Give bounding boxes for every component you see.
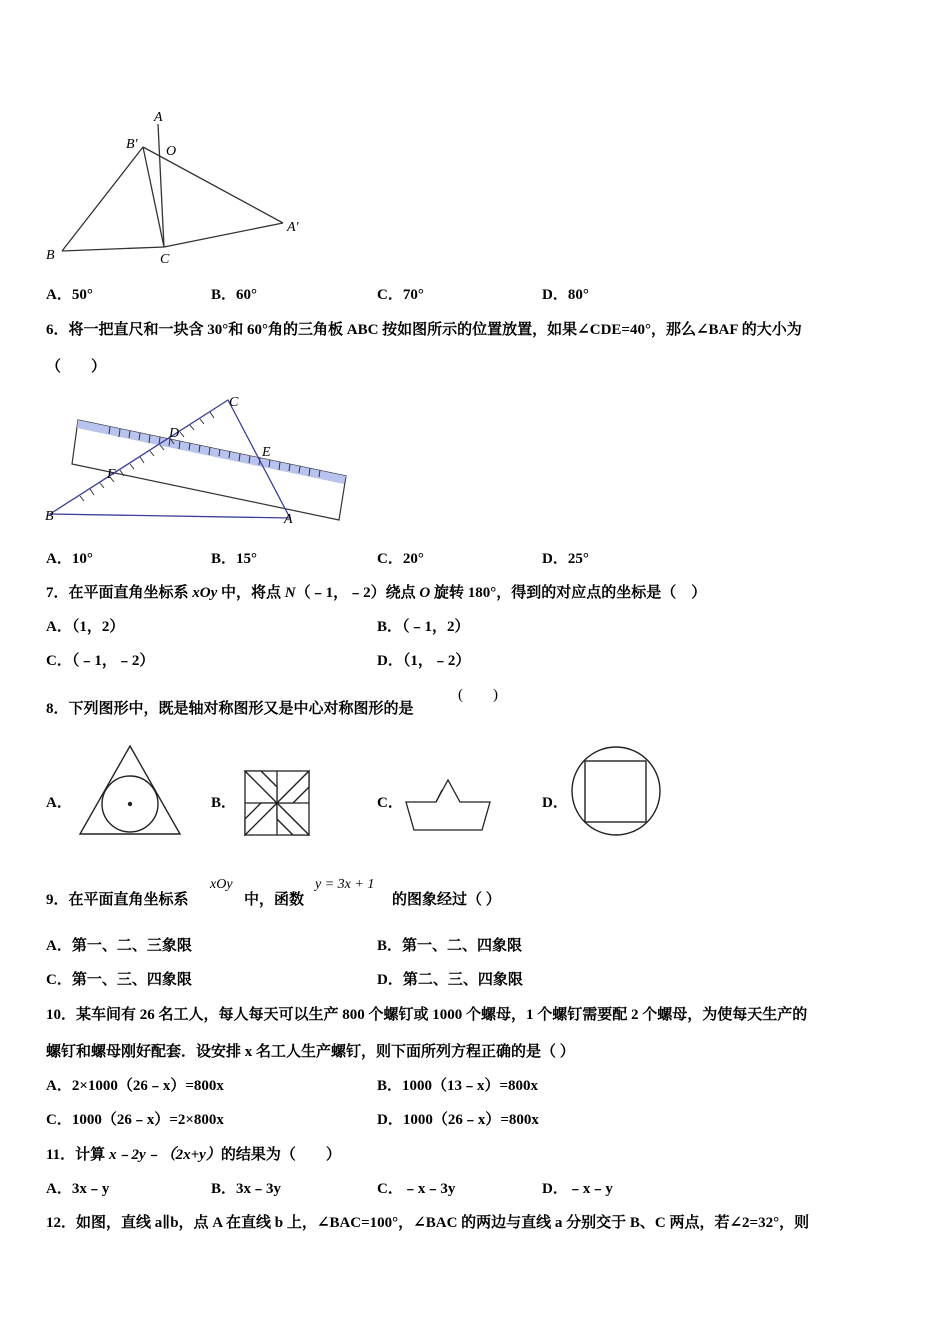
q7-option-a[interactable]: A．（1，2） (46, 619, 125, 635)
q5-option-c[interactable]: C．70° (377, 287, 424, 303)
q9-xoy: xOy (210, 877, 233, 892)
q9-formula: y = 3x + 1 (315, 877, 375, 892)
q5-option-b[interactable]: B．60° (211, 287, 258, 303)
q7-option-d[interactable]: D．（1，﹣2） (377, 653, 471, 669)
q11-option-c[interactable]: C．﹣x﹣3y (377, 1181, 456, 1197)
q9-text-post: 的图象经过（ ） (392, 892, 501, 908)
q11-text-pre: 11．计算 (46, 1147, 109, 1163)
q6-blank: （ ） (46, 359, 107, 375)
q8-option-a[interactable]: A． (46, 795, 72, 811)
q11-option-d[interactable]: D．﹣x﹣y (542, 1181, 613, 1197)
q9-text-mid: 中，函数 (244, 892, 305, 908)
q5-option-a[interactable]: A．50° (46, 287, 93, 303)
q7-point-n: N (284, 585, 296, 601)
q8-figure-b (240, 766, 314, 840)
q8-option-c[interactable]: C． (377, 795, 403, 811)
q10-option-d[interactable]: D．1000（26﹣x）=800x (377, 1112, 539, 1128)
q5-label-a-prime: A' (287, 220, 299, 235)
q8-blank: ( ) (458, 687, 498, 703)
q7-xoy: xOy (192, 585, 218, 601)
q7-text-post: 旋转 180°，得到的对应点的坐标是（ ） (430, 585, 707, 601)
q6-label-f: F (107, 467, 116, 482)
q6-ruler-triangle-diagram (40, 390, 360, 535)
q12-text: 12．如图，直线 a∥b，点 A 在直线 b 上，∠BAC=100°，∠BAC 的两边与直线 a 分别交于 B、C 两点，若∠2=32°，则 (46, 1215, 810, 1231)
q6-label-d: D (169, 426, 180, 441)
q11-text (46, 1145, 341, 1165)
q10-option-c[interactable]: C．1000（26﹣x）=2×800x (46, 1112, 224, 1128)
q11-text-post: 的结果为（ ） (220, 1147, 341, 1163)
q7-text-pre: 7．在平面直角坐标系 (46, 585, 193, 601)
q10-option-b[interactable]: B．1000（13﹣x）=800x (377, 1078, 539, 1094)
q8-option-d[interactable]: D． (542, 795, 568, 811)
q9-option-c[interactable]: C．第一、三、四象限 (46, 972, 192, 988)
q10-text-line1: 10．某车间有 26 名工人，每人每天可以生产 800 个螺钉或 1000 个螺母，1 个螺钉需要配 2 个螺母，为使每天生产的 (46, 1007, 808, 1023)
q5-option-d[interactable]: D．80° (542, 287, 589, 303)
q11-option-b[interactable]: B．3x﹣3y (211, 1181, 282, 1197)
q5-triangle-diagram (40, 105, 320, 270)
q8-boat-icon (402, 776, 494, 836)
q6-option-b[interactable]: B．15° (211, 551, 258, 567)
q6-label-a: A (284, 512, 293, 527)
q5-label-a: A (154, 110, 163, 125)
q7-text-mid2: （﹣1，﹣2）绕点 (295, 585, 420, 601)
q9-option-a[interactable]: A．第一、二、三象限 (46, 938, 192, 954)
q6-option-d[interactable]: D．25° (542, 551, 589, 567)
q5-label-c: C (160, 252, 170, 267)
q8-text: 8．下列图形中，既是轴对称图形又是中心对称图形的是 (46, 701, 414, 717)
q6-text: 6．将一把直尺和一块含 30°和 60°角的三角板 ABC 按如图所示的位置放置，如果∠CDE=40°，那么∠BAF 的大小为 (46, 322, 802, 338)
q9-option-d[interactable]: D．第二、三、四象限 (377, 972, 523, 988)
q7-text (46, 583, 706, 603)
q6-label-b: B (45, 509, 54, 524)
q7-point-o: O (419, 585, 431, 601)
q10-text-line2: 螺钉和螺母刚好配套．设安排 x 名工人生产螺钉，则下面所列方程正确的是（ ） (46, 1044, 575, 1060)
q11-option-a[interactable]: A．3x﹣y (46, 1181, 110, 1197)
q8-circle-square-icon (568, 744, 664, 838)
q9-option-b[interactable]: B．第一、二、四象限 (377, 938, 523, 954)
q6-option-c[interactable]: C．20° (377, 551, 424, 567)
q11-expression: x﹣2y﹣（2x+y） (108, 1147, 221, 1163)
q7-text-mid: 中，将点 (217, 585, 285, 601)
q8-figure-a (76, 742, 184, 838)
q5-label-b-prime: B' (126, 137, 138, 152)
q7-option-b[interactable]: B．（﹣1，2） (377, 619, 470, 635)
q8-option-b[interactable]: B． (211, 795, 237, 811)
q8-figure-c (402, 776, 494, 836)
q8-triangle-circle-icon (76, 742, 184, 838)
q5-label-o: O (166, 144, 177, 159)
q5-label-b: B (46, 248, 55, 263)
q10-option-a[interactable]: A．2×1000（26﹣x）=800x (46, 1078, 224, 1094)
q9-text-pre: 9．在平面直角坐标系 (46, 892, 189, 908)
q6-label-e: E (262, 445, 271, 460)
q6-option-a[interactable]: A．10° (46, 551, 93, 567)
q7-option-c[interactable]: C．（﹣1，﹣2） (46, 653, 155, 669)
q6-label-c: C (229, 395, 239, 410)
q6-figure (40, 390, 360, 535)
q8-figure-d (568, 744, 664, 838)
q5-figure (40, 105, 320, 270)
q8-pinwheel-icon (240, 766, 314, 840)
